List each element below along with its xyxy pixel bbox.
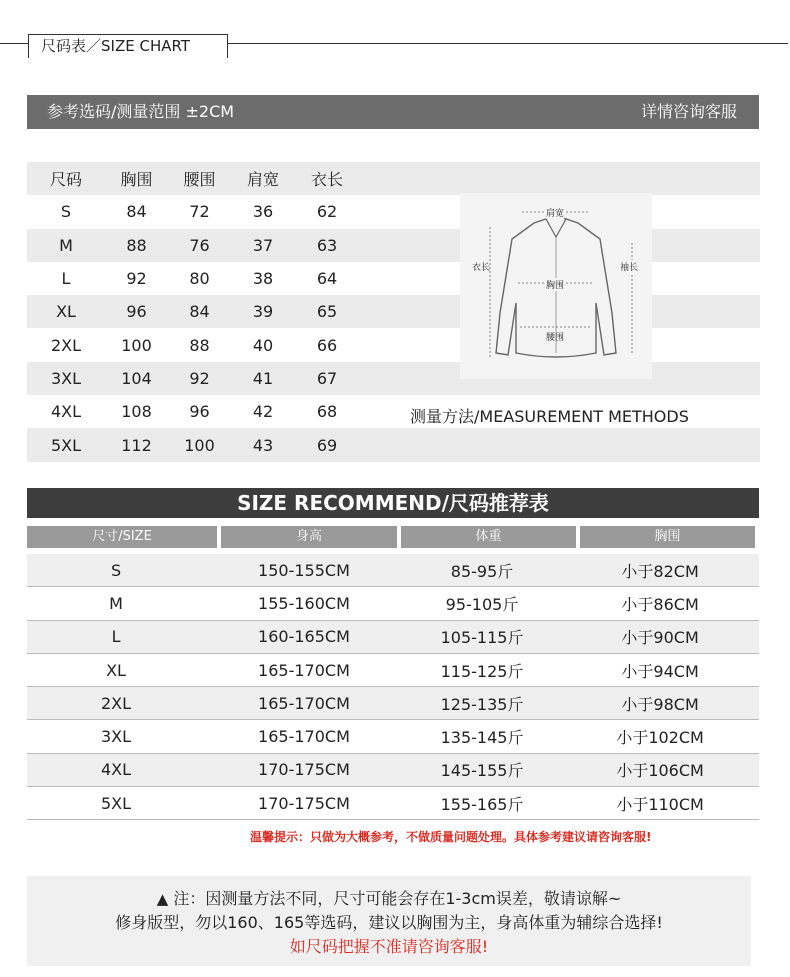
size-cell: 42 [252,402,274,422]
recommend-cell: 4XL [100,760,132,780]
size-table-header [27,162,445,195]
size-cell: 76 [189,235,210,255]
size-header-cell: 尺码 [49,170,82,190]
size-table-row [27,328,445,361]
size-cell: 80 [189,269,210,289]
size-cell: 92 [189,368,210,388]
warning-icon: ▲ [156,890,169,908]
size-table-row [27,428,445,461]
recommend-cell: L [111,627,121,647]
reference-range-text: 参考选码/测量范围 ±2CM [47,102,235,121]
size-cell: S [60,202,72,222]
size-cell: 41 [252,368,274,388]
size-cell: 108 [121,402,152,422]
recommend-cell: 145-155斤 [440,761,524,781]
size-cell: 88 [189,335,210,355]
size-cell: 100 [184,435,215,455]
size-header-cell: 肩宽 [246,170,279,190]
size-cell: 43 [252,435,274,455]
recommend-cell: 95-105斤 [445,594,519,614]
size-cell: 39 [252,302,274,322]
size-table-row [27,295,445,328]
size-cell: 67 [316,368,338,388]
recommend-cell: 160-165CM [258,627,350,647]
size-cell: L [61,269,71,289]
reference-bar [27,95,759,129]
recommend-cell: 小于102CM [616,728,704,748]
size-cell: 37 [252,235,274,255]
recommend-cell: 小于86CM [621,594,699,614]
recommend-cell: 小于82CM [621,561,699,581]
size-cell: M [59,235,73,255]
waist-label: 腰围 [546,333,565,343]
size-cell: 72 [189,202,210,222]
size-recommend-title: SIZE RECOMMEND/尺码推荐表 [27,488,759,518]
size-cell: 84 [189,302,210,322]
sleeve-label: 袖长 [620,260,638,273]
recommend-cell: 155-160CM [258,593,350,613]
recommend-cell: 165-170CM [258,727,350,747]
recommend-cell: 170-175CM [258,793,350,813]
recommend-cell: M [109,593,123,613]
recommend-row [27,787,759,820]
length-label: 衣长 [472,263,491,273]
size-table [27,162,445,462]
size-cell: 65 [316,302,338,322]
size-header-cell: 胸围 [120,170,153,190]
recommend-row [27,554,759,587]
recommend-row [27,621,759,654]
chest-label: 胸围 [546,278,564,291]
notice-line-2: 修身版型，勿以160、165等选码，建议以胸围为主，身高体重为辅综合选择! [115,913,663,932]
recommend-row [27,687,759,720]
size-cell: 92 [126,269,147,289]
size-table-row [27,362,445,395]
recommend-cell: 170-175CM [258,760,350,780]
notice-line-3: 如尺码把握不准请咨询客服! [289,937,489,956]
size-table-row [27,262,445,295]
size-cell: 96 [189,402,210,422]
recommend-cell: 小于98CM [621,694,699,714]
recommend-row [27,754,759,787]
recommend-cell: 125-135斤 [440,694,524,714]
recommend-row [27,720,759,753]
recommend-cell: 小于106CM [616,761,704,781]
recommend-cell: 小于90CM [621,628,699,648]
size-chart-tab [28,34,228,58]
size-cell: 63 [316,235,338,255]
measurement-method-caption: 测量方法/MEASUREMENT METHODS [410,407,689,426]
size-cell: 66 [316,335,338,355]
size-cell: 2XL [50,335,82,355]
size-cell: 5XL [50,435,82,455]
notice-line-1: 注：因测量方法不同，尺寸可能会存在1-3cm误差，敬请谅解~ [173,889,622,908]
recommend-table [27,554,759,820]
header-height: 身高 [221,526,397,548]
notice-box [27,876,751,966]
size-header-cell: 腰围 [183,170,216,190]
header-line-left [0,43,30,44]
size-cell: 68 [316,402,338,422]
recommend-cell: 2XL [100,693,132,713]
size-cell: 100 [121,335,152,355]
warm-tip: 温馨提示：只做为大概参考，不做质量问题处理。具体参考建议请咨询客服! [250,830,652,844]
size-cell: 112 [121,435,152,455]
header-size: 尺寸/SIZE [27,526,217,548]
size-header-cell: 衣长 [310,170,343,190]
recommend-cell: 3XL [100,727,132,747]
recommend-cell: 5XL [100,793,132,813]
size-table-row [27,195,445,228]
recommend-row [27,654,759,687]
size-cell: 36 [252,202,274,222]
size-cell: 88 [126,235,147,255]
recommend-cell: 135-145斤 [440,728,524,748]
size-cell: XL [56,302,76,322]
size-cell: 40 [252,335,274,355]
size-cell: 104 [121,368,152,388]
size-table-row [27,229,445,262]
recommend-cell: 165-170CM [258,660,350,680]
recommend-cell: XL [106,660,126,680]
size-table-row [27,395,445,428]
size-cell: 64 [316,269,338,289]
recommend-cell: 105-115斤 [440,628,524,648]
header-line-right [228,43,788,44]
size-cell: 38 [252,269,274,289]
size-cell: 4XL [50,402,82,422]
header-chest: 胸围 [580,526,755,548]
recommend-cell: S [110,560,122,580]
recommend-cell: 150-155CM [258,560,350,580]
recommend-cell: 小于94CM [621,661,699,681]
size-cell: 62 [316,202,338,222]
size-cell: 69 [316,435,338,455]
recommend-cell: 155-165斤 [440,794,524,814]
shoulder-label: 肩宽 [546,206,564,219]
recommend-row [27,587,759,620]
shirt-measurement-diagram [460,193,652,379]
recommend-table-header [27,526,759,548]
consult-service-text: 详情咨询客服 [640,102,737,121]
size-cell: 96 [126,302,147,322]
size-chart-title: 尺码表／SIZE CHART [41,37,190,55]
header-weight: 体重 [401,526,576,548]
recommend-cell: 115-125斤 [440,661,524,681]
recommend-cell: 165-170CM [258,693,350,713]
recommend-cell: 小于110CM [616,794,704,814]
size-cell: 84 [126,202,147,222]
recommend-cell: 85-95斤 [450,561,514,581]
size-cell: 3XL [50,368,82,388]
